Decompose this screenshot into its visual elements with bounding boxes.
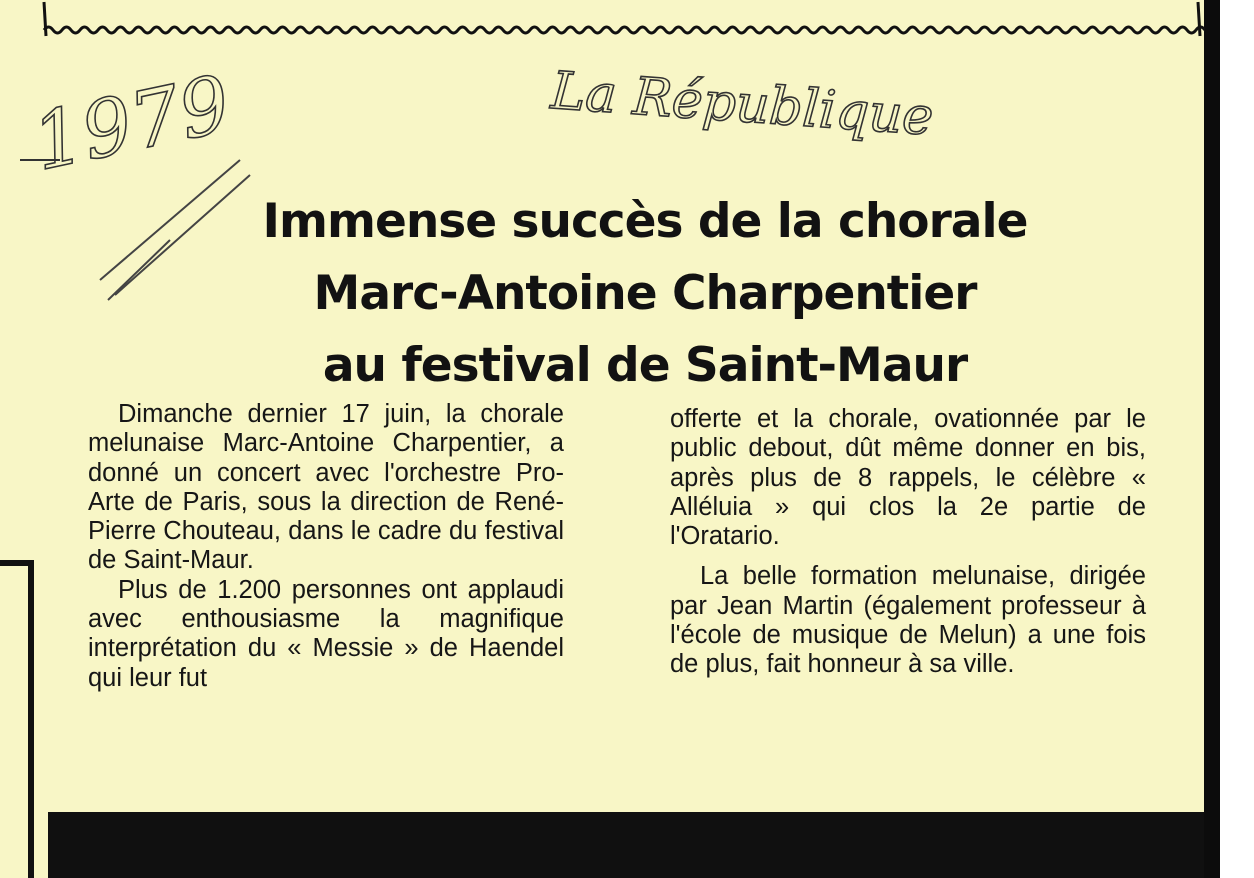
paragraph-audience: Plus de 1.200 personnes ont applaudi avec enthousiasme la magnifique interprétation du « Messie » de Haendel qui leur fut xyxy=(88,575,564,692)
wavy-border-top xyxy=(40,0,1205,40)
adjacent-article-frame xyxy=(0,560,34,878)
paragraph-ovation: offerte et la chorale, ovationnée par le public debout, dût même donner en bis, après plus de 8 rappels, le célèbre « Alléluia » qui clos la 2e partie de l'Oratario. xyxy=(670,405,1146,551)
article-column-left xyxy=(88,400,564,693)
adjacent-article-band xyxy=(48,812,1204,878)
handwritten-source: La République xyxy=(549,61,936,148)
clipping-dark-edge xyxy=(1204,0,1220,878)
headline-line-2: Marc-Antoine Charpentier xyxy=(313,266,977,321)
article-column-right xyxy=(670,405,1146,680)
headline-line-1: Immense succès de la chorale xyxy=(262,194,1028,249)
article-headline xyxy=(190,186,1100,402)
paragraph-conductor: La belle formation melunaise, dirigée par Jean Martin (également professeur à l'école de musique de Melun) a une fois de plus, fait honneur à sa ville. xyxy=(670,562,1146,679)
headline-line-3: au festival de Saint-Maur xyxy=(322,338,968,393)
paragraph-concert: Dimanche dernier 17 juin, la chorale melunaise Marc-Antoine Charpentier, a donné un concert avec l'orchestre Pro-Arte de Paris, sous la direction de René-Pierre Chouteau, dans le cadre du festival de Saint-Maur. xyxy=(88,400,564,575)
scan-margin xyxy=(1220,0,1254,878)
handwritten-year: 1979 xyxy=(25,59,239,189)
